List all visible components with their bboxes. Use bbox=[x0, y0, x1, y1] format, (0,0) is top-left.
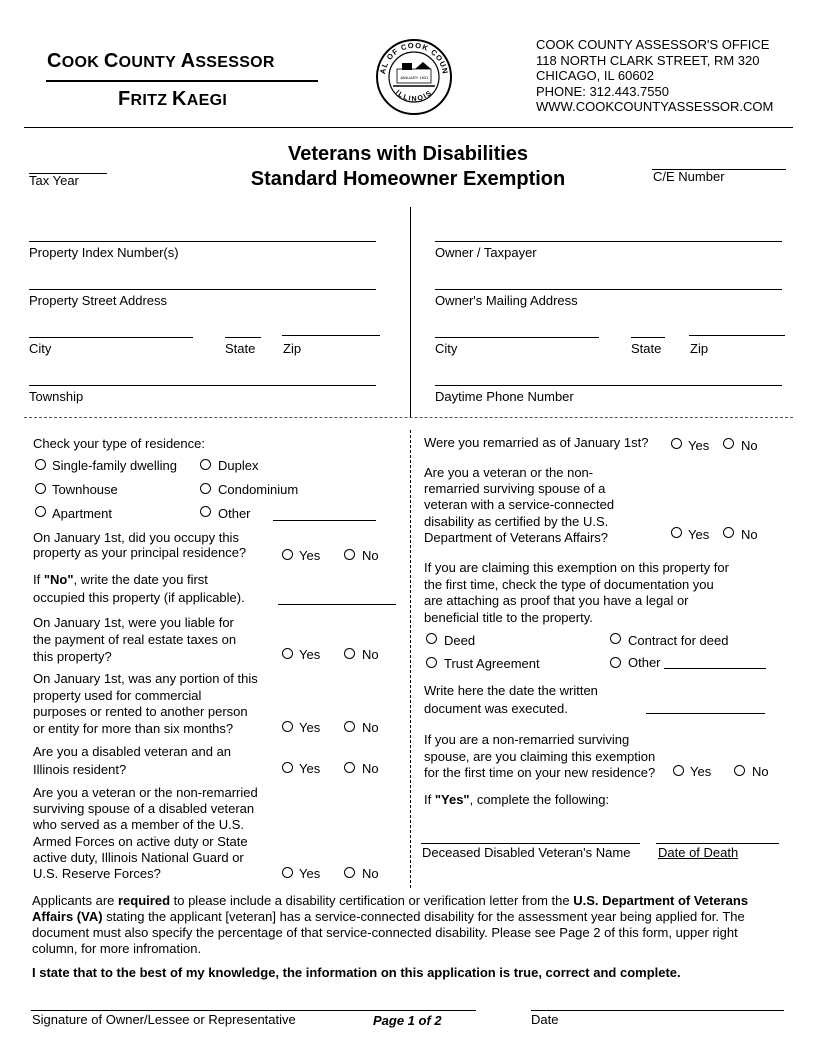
r4-line: Write here the date the written bbox=[424, 683, 598, 698]
r2-no-radio[interactable] bbox=[723, 527, 734, 538]
radio-apartment[interactable] bbox=[35, 506, 46, 517]
q4-yes-label: Yes bbox=[299, 720, 321, 735]
radio-trust-agreement[interactable] bbox=[426, 657, 437, 668]
q1-line: property as your principal residence? bbox=[33, 545, 247, 560]
owner-state-label: State bbox=[631, 341, 662, 356]
q3-yes-radio[interactable] bbox=[282, 648, 293, 659]
q6-line: U.S. Reserve Forces? bbox=[33, 866, 161, 882]
r3-line: are attaching as proof that you have a legal or bbox=[424, 593, 689, 608]
q5-no-label: No bbox=[362, 761, 379, 776]
zip-label: Zip bbox=[283, 341, 302, 356]
phone-field[interactable] bbox=[435, 385, 782, 386]
radio-condominium[interactable] bbox=[200, 483, 211, 494]
signature-date-field[interactable] bbox=[531, 1010, 784, 1011]
form-title-line2: Standard Homeowner Exemption bbox=[250, 168, 566, 190]
mailing-field[interactable] bbox=[435, 289, 782, 290]
q5-yes-label: Yes bbox=[299, 761, 321, 776]
owner-zip-label: Zip bbox=[690, 341, 709, 356]
deceased-name-label: Deceased Disabled Veteran's Name bbox=[422, 845, 631, 860]
label-trust-agreement: Trust Agreement bbox=[444, 656, 540, 671]
r6-text bbox=[424, 792, 609, 807]
name-letter: K bbox=[172, 88, 187, 110]
r2-yes-label: Yes bbox=[688, 527, 710, 542]
r2-line: disability as certified by the U.S. bbox=[424, 513, 609, 529]
township-label: Township bbox=[29, 389, 84, 404]
r1-yes-radio[interactable] bbox=[671, 438, 682, 449]
street-field[interactable] bbox=[29, 289, 376, 290]
requirement-paragraph bbox=[32, 893, 780, 957]
q4-line: purposes or rented to another person bbox=[33, 704, 248, 719]
header-rule bbox=[46, 80, 318, 82]
org-letter: C bbox=[103, 50, 119, 72]
r2-line: Department of Veterans Affairs? bbox=[424, 529, 609, 545]
req-dva: U.S. Department of Veterans bbox=[573, 893, 749, 908]
county-seal-icon bbox=[375, 38, 453, 116]
q5-yes-radio[interactable] bbox=[282, 762, 293, 773]
q6-yes-label: Yes bbox=[299, 866, 321, 881]
req-text: Applicants are bbox=[32, 893, 118, 908]
q6-yes-radio[interactable] bbox=[282, 867, 293, 878]
req-emphasis: required bbox=[118, 893, 171, 908]
q2-text bbox=[33, 571, 245, 607]
office-name: COOK COUNTY ASSESSOR'S OFFICE bbox=[536, 37, 770, 52]
q1-line: On January 1st, did you occupy this bbox=[33, 530, 239, 545]
label-other-residence: Other bbox=[218, 506, 251, 521]
label-contract-for-deed: Contract for deed bbox=[628, 633, 729, 648]
org-text: OUNTY bbox=[118, 54, 181, 71]
r3-line: If you are claiming this exemption on this property for bbox=[424, 560, 729, 575]
section-divider-vertical bbox=[410, 207, 411, 418]
section-divider-dashed bbox=[24, 417, 793, 418]
signature-label: Signature of Owner/Lessee or Representative bbox=[32, 1012, 296, 1027]
form-title bbox=[200, 142, 616, 192]
zip-field[interactable] bbox=[282, 335, 380, 336]
township-field[interactable] bbox=[29, 385, 376, 386]
q1-text bbox=[33, 530, 246, 560]
q4-line: or entity for more than six months? bbox=[33, 720, 234, 736]
q4-yes-radio[interactable] bbox=[282, 721, 293, 732]
q6-line: Armed Forces on active duty or State bbox=[33, 833, 248, 849]
date-of-death-label: Date of Death bbox=[658, 845, 739, 860]
radio-single-family[interactable] bbox=[35, 459, 46, 470]
question-divider-vertical bbox=[410, 430, 411, 888]
pin-field[interactable] bbox=[29, 241, 376, 242]
q4-no-label: No bbox=[362, 720, 379, 735]
q5-line: Illinois resident? bbox=[33, 762, 127, 777]
q3-text bbox=[33, 614, 236, 665]
q4-text bbox=[33, 671, 258, 737]
radio-townhouse[interactable] bbox=[35, 483, 46, 494]
r3-text bbox=[424, 560, 729, 626]
name-text: RITZ bbox=[130, 92, 173, 109]
name-text: AEGI bbox=[186, 92, 228, 109]
q6-line: active duty, Illinois National Guard or bbox=[33, 849, 244, 865]
q4-no-radio[interactable] bbox=[344, 721, 355, 732]
r6-if: If bbox=[424, 792, 435, 807]
city-field[interactable] bbox=[29, 337, 193, 338]
r3-line: the first time, check the type of documentation you bbox=[424, 576, 714, 592]
q6-no-label: No bbox=[362, 866, 379, 881]
ce-number-label: C/E Number bbox=[653, 169, 725, 184]
owner-field[interactable] bbox=[435, 241, 782, 242]
seal-top-text: AL OF COOK COUN bbox=[378, 40, 450, 76]
r5-line: spouse, are you claiming this exemption bbox=[424, 748, 656, 764]
q3-no-label: No bbox=[362, 647, 379, 662]
label-single-family: Single-family dwelling bbox=[52, 458, 177, 473]
r2-no-label: No bbox=[741, 527, 758, 542]
r2-yes-radio[interactable] bbox=[671, 527, 682, 538]
r2-line: Are you a veteran or the non- bbox=[424, 465, 594, 480]
q6-line: Are you a veteran or the non-remarried bbox=[33, 785, 258, 800]
other-document-field[interactable] bbox=[664, 668, 766, 669]
q5-text bbox=[33, 743, 231, 779]
org-text: SSESSOR bbox=[195, 54, 275, 71]
org-letter: A bbox=[180, 50, 196, 72]
req-dva: Affairs (VA) bbox=[32, 909, 103, 924]
header-divider bbox=[24, 127, 793, 128]
svg-text:SEAL OF COOK COUNTY bbox=[375, 38, 450, 75]
signature-field[interactable] bbox=[31, 1010, 476, 1011]
deceased-name-field[interactable] bbox=[421, 843, 640, 844]
r3-line: beneficial title to the property. bbox=[424, 609, 593, 625]
radio-deed[interactable] bbox=[426, 633, 437, 644]
label-townhouse: Townhouse bbox=[52, 482, 118, 497]
owner-state-field[interactable] bbox=[631, 337, 665, 338]
org-letter: C bbox=[47, 50, 62, 72]
office-phone: PHONE: 312.443.7550 bbox=[536, 83, 669, 99]
q1-no-radio[interactable] bbox=[344, 549, 355, 560]
signature-date-label: Date bbox=[531, 1012, 559, 1027]
org-text: OOK bbox=[61, 54, 104, 71]
office-street: 118 NORTH CLARK STREET, RM 320 bbox=[536, 52, 760, 68]
owner-label: Owner / Taxpayer bbox=[435, 245, 537, 260]
radio-other-residence[interactable] bbox=[200, 506, 211, 517]
seal-bottom-text: ILLINOIS bbox=[393, 89, 435, 103]
other-residence-field[interactable] bbox=[273, 520, 376, 521]
r2-line: veteran with a service-connected bbox=[424, 497, 615, 513]
q2-no-emphasis: "No" bbox=[43, 572, 74, 587]
r2-line: remarried surviving spouse of a bbox=[424, 481, 606, 497]
label-apartment: Apartment bbox=[52, 506, 112, 521]
r2-text bbox=[424, 465, 614, 546]
q6-line: surviving spouse of a disabled veteran bbox=[33, 801, 255, 817]
q6-text bbox=[33, 785, 258, 882]
r5-text bbox=[424, 732, 655, 782]
q3-line: On January 1st, were you liable for bbox=[33, 615, 234, 630]
office-address bbox=[536, 37, 773, 115]
date-of-death-field[interactable] bbox=[656, 843, 779, 844]
q2-if: If bbox=[33, 572, 44, 587]
q6-no-radio[interactable] bbox=[344, 867, 355, 878]
office-website[interactable]: WWW.COOKCOUNTYASSESSOR.COM bbox=[536, 99, 774, 114]
r5-yes-label: Yes bbox=[690, 764, 712, 779]
street-label: Property Street Address bbox=[29, 293, 168, 308]
seal-date-text: JANUARY 1831 bbox=[399, 75, 429, 80]
q1-no-label: No bbox=[362, 548, 379, 563]
r1-no-radio[interactable] bbox=[723, 438, 734, 449]
assessor-name bbox=[118, 88, 227, 111]
city-label: City bbox=[29, 341, 52, 356]
state-label: State bbox=[225, 341, 256, 356]
r1-no-label: No bbox=[741, 438, 758, 453]
label-deed: Deed bbox=[444, 633, 476, 648]
q4-line: property used for commercial bbox=[33, 687, 202, 703]
r5-no-radio[interactable] bbox=[734, 765, 745, 776]
r1-text: Were you remarried as of January 1st? bbox=[424, 435, 649, 450]
r4-text bbox=[424, 682, 598, 718]
q3-line: this property? bbox=[33, 649, 112, 664]
certification-statement: I state that to the best of my knowledge, the information on this application is true, correct and complete. bbox=[32, 965, 681, 980]
state-field[interactable] bbox=[225, 337, 261, 338]
tax-year-label: Tax Year bbox=[29, 173, 79, 188]
q1-yes-label: Yes bbox=[299, 548, 321, 563]
owner-city-label: City bbox=[435, 341, 458, 356]
mailing-label: Owner's Mailing Address bbox=[435, 293, 578, 308]
owner-city-field[interactable] bbox=[435, 337, 599, 338]
pin-label: Property Index Number(s) bbox=[29, 245, 179, 260]
label-other-document: Other bbox=[628, 655, 661, 670]
document-date-field[interactable] bbox=[646, 713, 765, 714]
office-city: CHICAGO, IL 60602 bbox=[536, 68, 655, 83]
q2-line2: occupied this property (if applicable). bbox=[33, 590, 245, 605]
owner-zip-field[interactable] bbox=[689, 335, 785, 336]
q5-line: Are you a disabled veteran and an bbox=[33, 744, 232, 759]
radio-duplex[interactable] bbox=[200, 459, 211, 470]
q2-date-field[interactable] bbox=[278, 604, 396, 605]
q2-line1: , write the date you first bbox=[73, 572, 208, 587]
req-text: stating the applicant [veteran] has a service-connected disability for the assessment year being applied for. The document must also specify the percentage of that service-connected disability. Please see Page 2 of this form, upper right column, for more infromation. bbox=[32, 909, 745, 956]
radio-other-document[interactable] bbox=[610, 657, 621, 668]
q3-line: the payment of real estate taxes on bbox=[33, 632, 237, 647]
r6-yes-emphasis: "Yes" bbox=[434, 792, 470, 807]
q6-line: who served as a member of the U.S. bbox=[33, 817, 244, 833]
r5-no-label: No bbox=[752, 764, 769, 779]
label-condominium: Condominium bbox=[218, 482, 299, 497]
svg-text:ILLINOIS bbox=[394, 89, 434, 103]
residence-type-prompt: Check your type of residence: bbox=[33, 436, 205, 451]
form-title-line1: Veterans with Disabilities bbox=[287, 143, 529, 165]
phone-label: Daytime Phone Number bbox=[435, 389, 574, 404]
radio-contract-for-deed[interactable] bbox=[610, 633, 621, 644]
r5-line: for the first time on your new residence? bbox=[424, 765, 656, 780]
r5-yes-radio[interactable] bbox=[673, 765, 684, 776]
page-number: Page 1 of 2 bbox=[373, 1013, 442, 1028]
q3-yes-label: Yes bbox=[299, 647, 321, 662]
r6-rest: , complete the following: bbox=[469, 792, 610, 807]
r4-line: document was executed. bbox=[424, 701, 568, 716]
req-text: to please include a disability certification or verification letter from the bbox=[170, 893, 574, 908]
q4-line: On January 1st, was any portion of this bbox=[33, 671, 258, 686]
assessor-title bbox=[47, 50, 275, 73]
name-letter: F bbox=[118, 88, 131, 110]
q5-no-radio[interactable] bbox=[344, 762, 355, 773]
q3-no-radio[interactable] bbox=[344, 648, 355, 659]
r1-yes-label: Yes bbox=[688, 438, 710, 453]
r5-line: If you are a non-remarried surviving bbox=[424, 732, 630, 747]
q1-yes-radio[interactable] bbox=[282, 549, 293, 560]
label-duplex: Duplex bbox=[218, 458, 259, 473]
